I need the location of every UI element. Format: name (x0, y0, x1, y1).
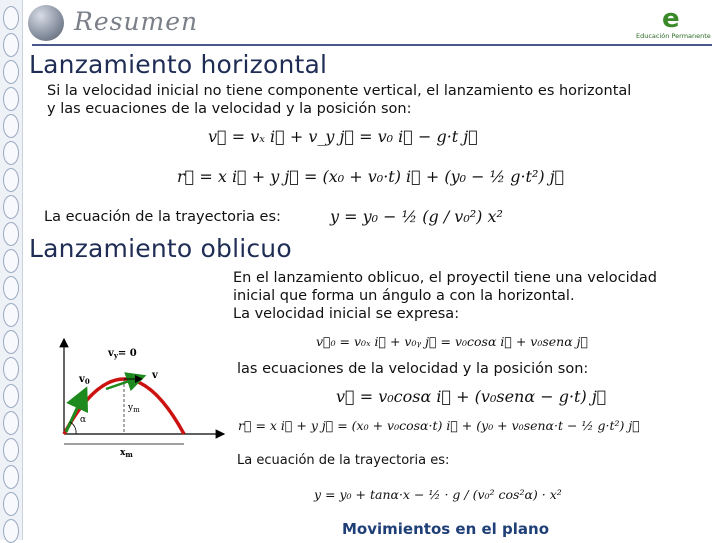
decorative-ring-icon (3, 249, 19, 273)
header-title: Resumen (74, 7, 199, 36)
equation-velocity-oblique: v⃗ = v₀cosα i⃗ + (v₀senα − g·t) j⃗ (336, 387, 607, 406)
section-title-horizontal: Lanzamiento horizontal (29, 50, 328, 79)
decorative-ring-icon (3, 114, 19, 138)
logo-sphere-icon (28, 5, 64, 41)
trajectory-label-horizontal: La ecuación de la trayectoria es: (44, 209, 281, 225)
decorative-ring-icon (3, 168, 19, 192)
label-alpha: α (80, 415, 87, 425)
decorative-ring-icon (3, 276, 19, 300)
decorative-ring-icon (3, 6, 19, 30)
label-v: v (152, 370, 158, 381)
equation-velocity-horizontal: v⃗ = vₓ i⃗ + v_y j⃗ = v₀ i⃗ − g·t j⃗ (208, 127, 478, 146)
equation-trajectory-horizontal: y = y₀ − ½ (g / v₀²) x² (330, 207, 503, 226)
decorative-ring-icon (3, 357, 19, 381)
header-rule (32, 44, 712, 46)
brand-logo-icon: e (662, 4, 680, 34)
decorative-ring-icon (3, 384, 19, 408)
brand-text: Educación Permanente (636, 32, 711, 40)
label-v0: $v_0$ (79, 374, 90, 386)
section-title-oblique: Lanzamiento oblicuo (29, 234, 292, 263)
decorative-ring-icon (3, 33, 19, 57)
equation-trajectory-oblique: y = y₀ + tanα·x − ½ · g / (v₀² cos²α) · x² (314, 487, 562, 502)
trajectory-label-oblique: La ecuación de la trayectoria es: (237, 453, 450, 468)
equation-position-horizontal: r⃗ = x i⃗ + y j⃗ = (x₀ + v₀·t) i⃗ + (y₀ − ½ g·t²) j⃗ (177, 167, 565, 186)
decorative-ring-icon (3, 195, 19, 219)
intro-oblique-line3: La velocidad inicial se expresa: (233, 306, 460, 322)
decorative-ring-icon (3, 60, 19, 84)
projectile-diagram (44, 334, 234, 459)
decorative-ring-icon (3, 438, 19, 462)
intro-horizontal-line2: y las ecuaciones de la velocidad y la posición son: (47, 101, 412, 117)
left-decorative-band (0, 0, 23, 540)
decorative-ring-icon (3, 465, 19, 489)
label-ym: $y_m$ (128, 403, 140, 414)
decorative-ring-icon (3, 87, 19, 111)
footer-title: Movimientos en el plano (342, 520, 549, 538)
decorative-ring-icon (3, 222, 19, 246)
equations-label-oblique: las ecuaciones de la velocidad y la posición son: (237, 361, 589, 377)
intro-oblique-line2: inicial que forma un ángulo a con la horizontal. (233, 288, 575, 304)
intro-horizontal-line1: Si la velocidad inicial no tiene componente vertical, el lanzamiento es horizontal (47, 83, 632, 99)
decorative-ring-icon (3, 330, 19, 354)
decorative-ring-icon (3, 492, 19, 516)
label-vy0: $v_y= 0$ (108, 348, 137, 360)
decorative-ring-icon (3, 303, 19, 327)
intro-oblique-line1: En el lanzamiento oblicuo, el proyectil tiene una velocidad (233, 270, 657, 286)
initial-velocity-arrow (66, 389, 86, 432)
equation-position-oblique: r⃗ = x i⃗ + y j⃗ = (x₀ + v₀cosα·t) i⃗ + (y₀ + v₀senα·t − ½ g·t²) j⃗ (238, 418, 640, 433)
equation-initial-velocity: v⃗₀ = v₀ₓ i⃗ + v₀ᵧ j⃗ = v₀cosα i⃗ + v₀senα j⃗ (316, 334, 589, 349)
decorative-ring-icon (3, 519, 19, 543)
label-xm: $x_m$ (120, 448, 133, 459)
decorative-ring-icon (3, 411, 19, 435)
decorative-ring-icon (3, 141, 19, 165)
